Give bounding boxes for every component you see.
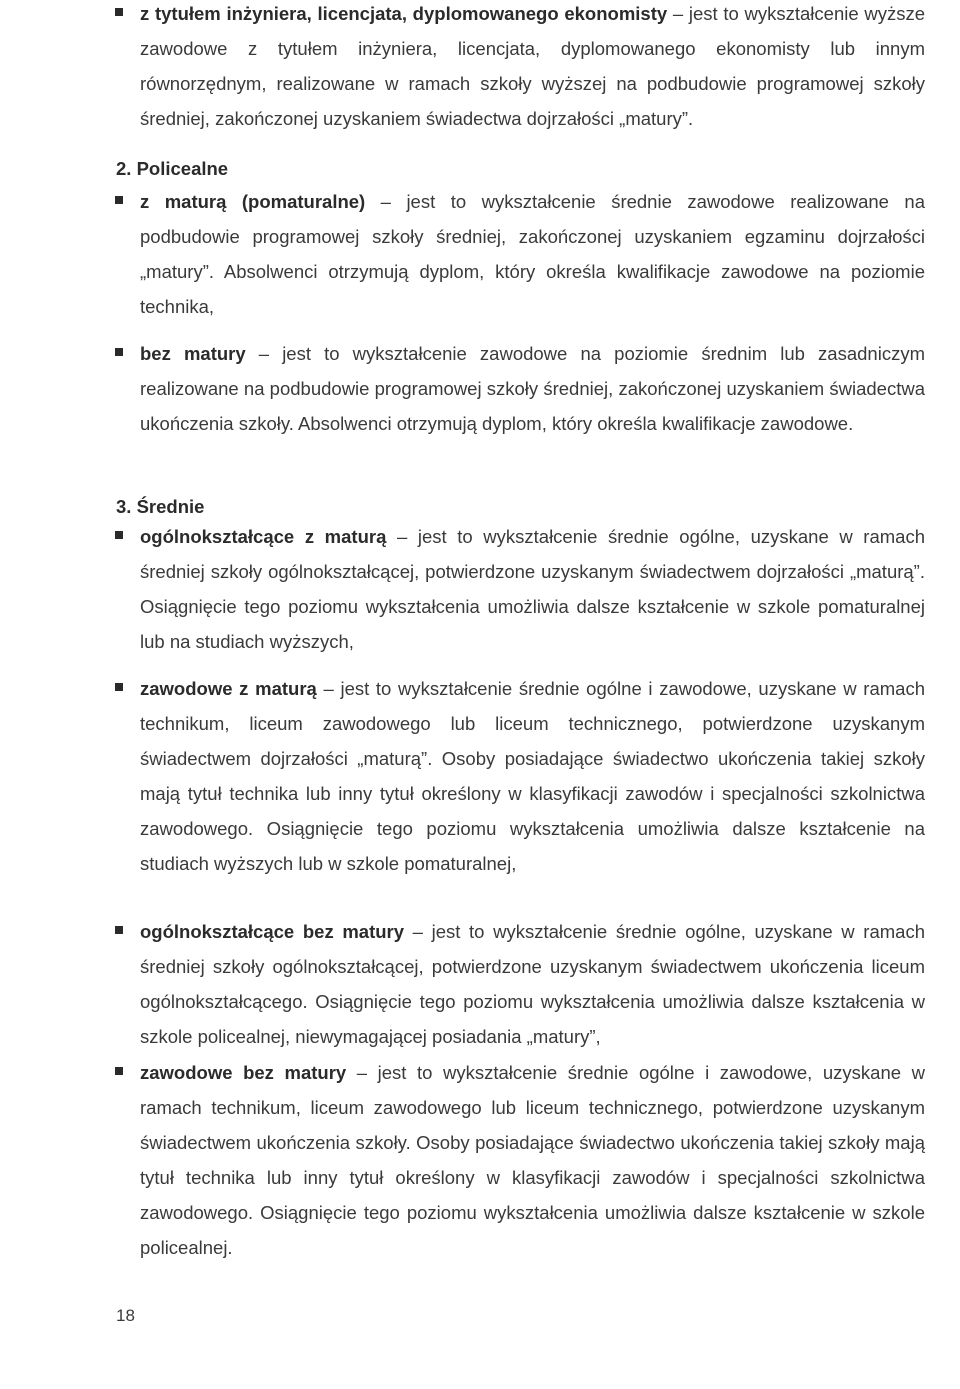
item-text: – jest to wykształcenie średnie ogólne, uzyskane w ramach średniej szkoły ogólnokształcącej, potwierdzone uzyskanym świadectwem ukończenia liceum ogólnokształcącego. Osiągnięcie tego poziomu wykształcenia umożliwia dalsze kształcenia w szkole policealnej, niewymagającej posiadania „matury”, bbox=[140, 921, 925, 1047]
item-term: bez matury bbox=[140, 343, 246, 364]
list-item bbox=[140, 914, 925, 1054]
item-term: ogólnokształcące bez matury bbox=[140, 921, 405, 942]
item-term: ogólnokształcące z maturą bbox=[140, 526, 387, 547]
item-text: – jest to wykształcenie średnie zawodowe realizowane na podbudowie programowej szkoły średniej, zakończonej uzyskaniem egzaminu dojrzałości „matury”. Absolwenci otrzymują dyplom, który określa kwalifikacje zawodowe na poziomie technika, bbox=[140, 191, 925, 317]
item-term: zawodowe z maturą bbox=[140, 678, 317, 699]
list-item bbox=[140, 1055, 925, 1265]
square-bullet-icon bbox=[115, 683, 123, 691]
item-text: – jest to wykształcenie wyższe zawodowe z tytułem inżyniera, licencjata, dyplomowanego ekonomisty lub innym równorzędnym, realizowane w ramach szkoły wyższej na podbudowie programowej szkoły średniej, zakończonej uzyskaniem świadectwa dojrzałości „matury”. bbox=[140, 3, 925, 129]
item-text: – jest to wykształcenie średnie ogólne, uzyskane w ramach średniej szkoły ogólnokształcącej, potwierdzone uzyskanym świadectwem dojrzałości „maturą”. Osiągnięcie tego poziomu wykształcenia umożliwia dalsze kształcenie w szkole pomaturalnej lub na studiach wyższych, bbox=[140, 526, 925, 652]
list-item bbox=[140, 336, 925, 441]
list-item bbox=[140, 671, 925, 881]
list-item bbox=[140, 519, 925, 659]
item-term: z maturą (pomaturalne) bbox=[140, 191, 366, 212]
item-text: – jest to wykształcenie zawodowe na poziomie średnim lub zasadniczym realizowane na podbudowie programowej szkoły średniej, zakończonej uzyskaniem świadectwa ukończenia szkoły. Absolwenci otrzymują dyplom, który określa kwalifikacje zawodowe. bbox=[140, 343, 925, 434]
item-text: – jest to wykształcenie średnie ogólne i zawodowe, uzyskane w ramach technikum, liceum zawodowego lub liceum technicznego, potwierdzone uzyskanym świadectwem dojrzałości „maturą”. Osoby posiadające świadectwo ukończenia takiej szkoły mają tytuł technika lub inny tytuł określony w klasyfikacji zawodów i specjalności szkolnictwa zawodowego. Osiągnięcie tego poziomu wykształcenia umożliwia dalsze kształcenie na studiach wyższych lub w szkole pomaturalnej, bbox=[140, 678, 925, 874]
square-bullet-icon bbox=[115, 926, 123, 934]
section-heading-policealne: 2. Policealne bbox=[116, 158, 229, 179]
list-item bbox=[140, 0, 925, 136]
page-number: 18 bbox=[116, 1306, 135, 1325]
section-heading-srednie: 3. Średnie bbox=[116, 496, 205, 517]
square-bullet-icon bbox=[115, 531, 123, 539]
item-term: zawodowe bez matury bbox=[140, 1062, 347, 1083]
square-bullet-icon bbox=[115, 1067, 123, 1075]
square-bullet-icon bbox=[115, 8, 123, 16]
square-bullet-icon bbox=[115, 196, 123, 204]
square-bullet-icon bbox=[115, 348, 123, 356]
list-item bbox=[140, 184, 925, 324]
item-text: – jest to wykształcenie średnie ogólne i zawodowe, uzyskane w ramach technikum, liceum zawodowego lub liceum technicznego, potwierdzone uzyskanym świadectwem ukończenia szkoły. Osoby posiadające świadectwo ukończenia takiej szkoły mają tytuł technika lub inny tytuł określony w klasyfikacji zawodów i specjalności szkolnictwa zawodowego. Osiągnięcie tego poziomu wykształcenia umożliwia dalsze kształcenie w szkole policealnej. bbox=[140, 1062, 925, 1258]
item-term: z tytułem inżyniera, licencjata, dyplomowanego ekonomisty bbox=[140, 3, 668, 24]
